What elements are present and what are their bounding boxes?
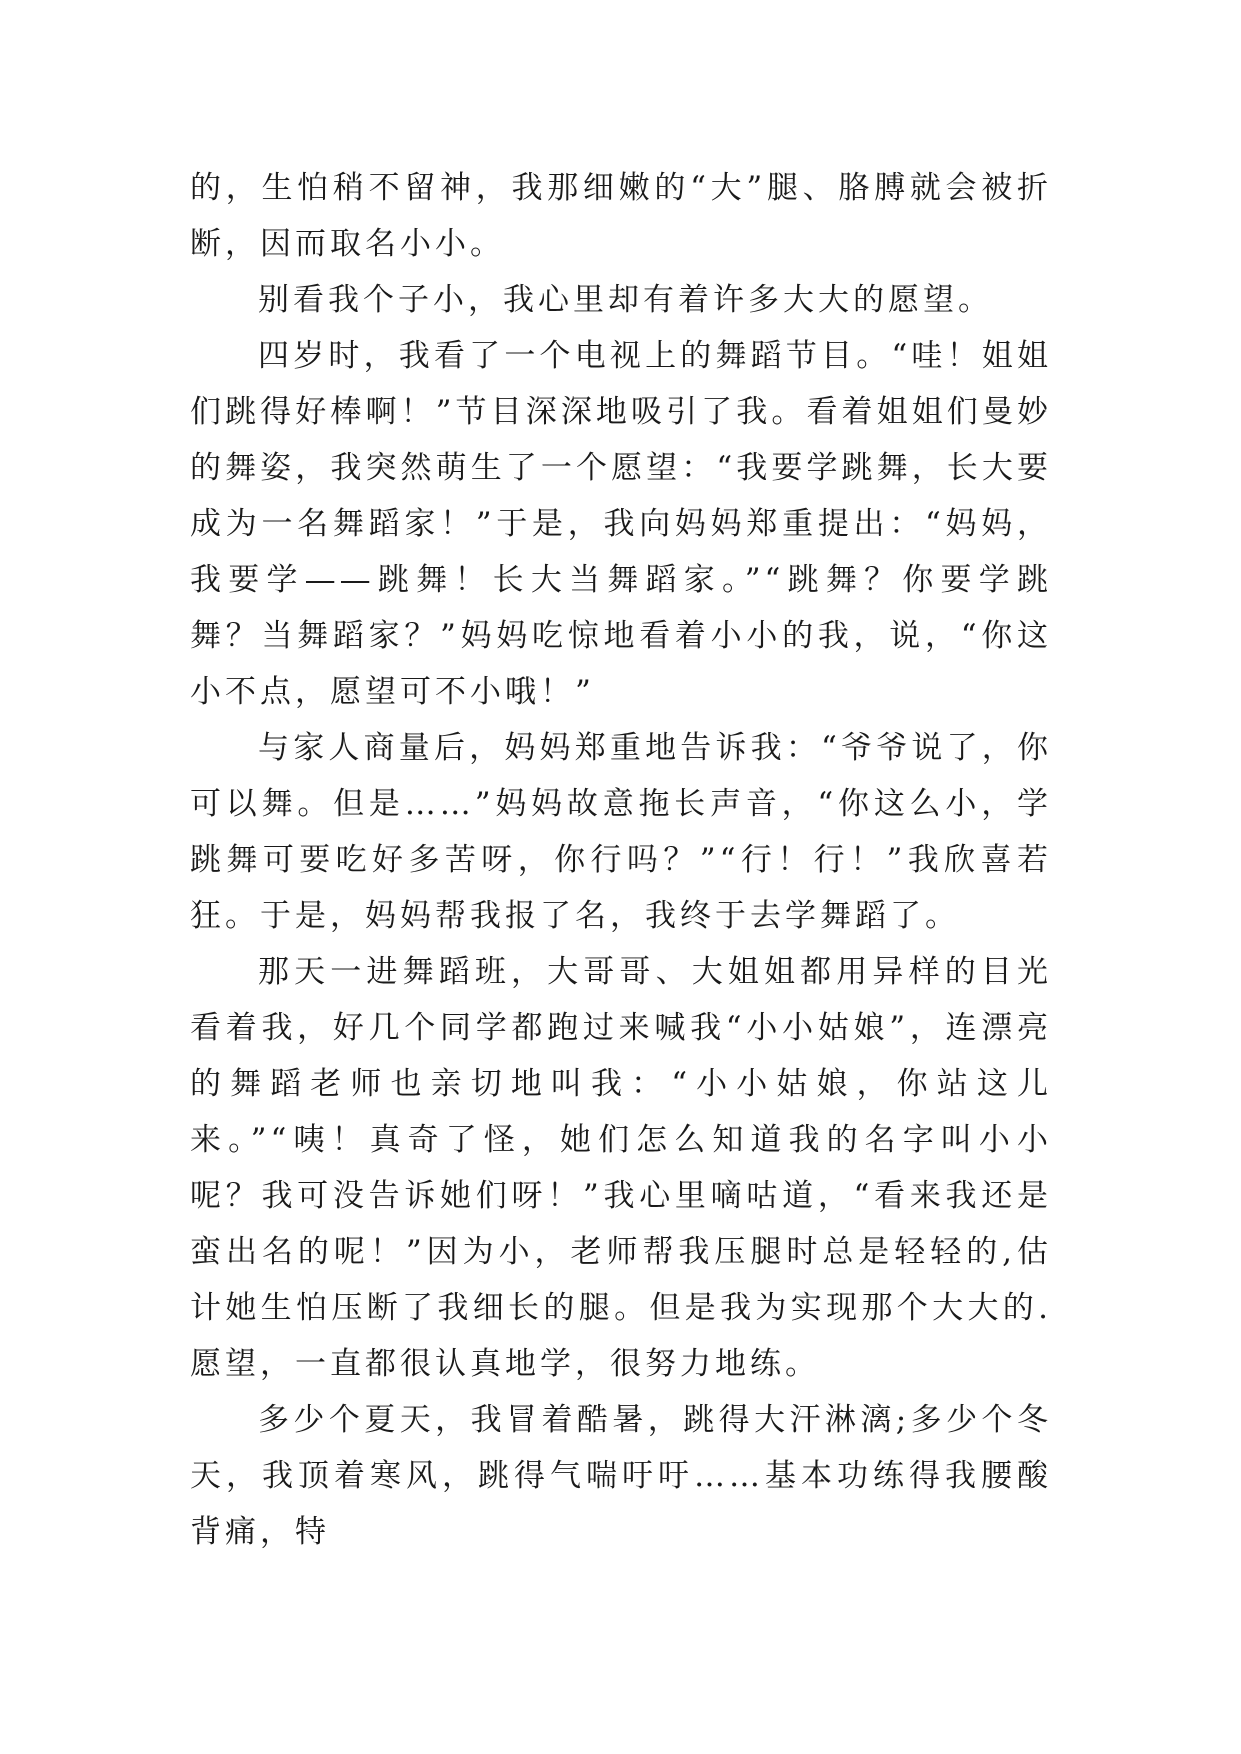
paragraph-6: 多少个夏天，我冒着酷暑，跳得大汗淋漓;多少个冬天，我顶着寒风，跳得气喘吁吁……基本功练得我腰酸背痛，特	[190, 1402, 1052, 1550]
article-body	[190, 160, 1052, 1560]
paragraph-4: 与家人商量后，妈妈郑重地告诉我：“爷爷说了，你可以舞。但是……”妈妈故意拖长声音，“你这么小，学跳舞可要吃好多苦呀，你行吗？”“行！行！”我欣喜若狂。于是，妈妈帮我报了名，我终于去学舞蹈了。	[190, 730, 1052, 934]
paragraph-5: 那天一进舞蹈班，大哥哥、大姐姐都用异样的目光看着我，好几个同学都跑过来喊我“小小姑娘”，连漂亮的舞蹈老师也亲切地叫我：“小小姑娘，你站这儿来。”“咦！真奇了怪，她们怎么知道我的名字叫小小呢？我可没告诉她们呀！”我心里嘀咕道，“看来我还是蛮出名的呢！”因为小，老师帮我压腿时总是轻轻的,估计她生怕压断了我细长的腿。但是我为实现那个大大的.愿望，一直都很认真地学，很努力地练。	[190, 954, 1052, 1382]
paragraph-3: 四岁时，我看了一个电视上的舞蹈节目。“哇！姐姐们跳得好棒啊！”节目深深地吸引了我。看着姐姐们曼妙的舞姿，我突然萌生了一个愿望：“我要学跳舞，长大要成为一名舞蹈家！”于是，我向妈妈郑重提出：“妈妈，我要学——跳舞！长大当舞蹈家。”“跳舞？你要学跳舞？当舞蹈家？”妈妈吃惊地看着小小的我，说，“你这小不点，愿望可不小哦！”	[190, 338, 1052, 710]
paragraph-2: 别看我个子小，我心里却有着许多大大的愿望。	[258, 282, 993, 318]
paragraph-1: 的，生怕稍不留神，我那细嫩的“大”腿、胳膊就会被折断，因而取名小小。	[190, 170, 1052, 262]
